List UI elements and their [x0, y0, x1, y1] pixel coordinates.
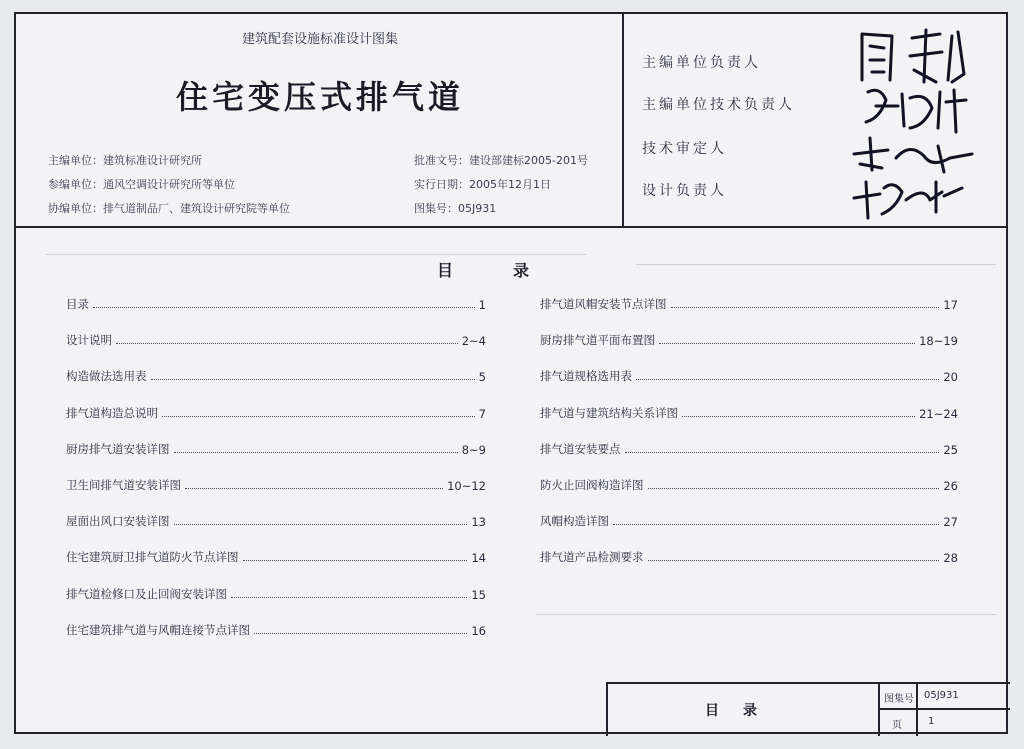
- toc-entry-page: 26: [943, 478, 958, 493]
- grid-divider: [880, 708, 1010, 710]
- toc-heading: 目录: [436, 261, 589, 280]
- toc-entry-title: 排气道安装要点: [540, 441, 621, 456]
- toc-entry-title: 排气道风帽安装节点详图: [540, 297, 667, 311]
- toc-entry: [540, 511, 958, 529]
- toc-entry-page: 25: [943, 442, 958, 457]
- meta-left-1: 主编单位：建筑标准设计研究所: [48, 154, 202, 167]
- toc-entry: [66, 475, 486, 493]
- toc-entry-page: 14: [471, 551, 486, 566]
- toc-entry-page: 27: [943, 515, 958, 530]
- toc-leader-dots: [671, 307, 940, 308]
- toc-entry: [66, 547, 486, 565]
- toc-entry-page: 20: [943, 370, 958, 385]
- signature-row-3-label: 技术审定人: [642, 141, 727, 157]
- toc-entry-page: 21~24: [919, 406, 958, 421]
- toc-entry-title: 屋面出风口安装详图: [66, 514, 170, 529]
- toc-leader-dots: [636, 379, 939, 380]
- handwritten-signatures: [840, 22, 1000, 222]
- toc-entry-title: 住宅建筑排气道与风帽连接节点详图: [66, 622, 250, 637]
- toc-entry-page: 18~19: [919, 334, 958, 349]
- toc-entry: [66, 620, 486, 638]
- toc-right-column: [540, 294, 958, 584]
- toc-leader-dots: [93, 307, 475, 308]
- drawing-sheet: [14, 12, 1008, 734]
- toc-entry: [540, 330, 958, 348]
- page-number: 1: [928, 716, 935, 727]
- toc-leader-dots: [231, 597, 467, 598]
- toc-leader-dots: [116, 343, 458, 344]
- toc-entry-title: 排气道产品检测要求: [540, 550, 644, 565]
- toc-leader-dots: [243, 560, 468, 561]
- toc-entry: [66, 511, 486, 529]
- toc-entry: [540, 547, 958, 565]
- toc-leader-dots: [174, 524, 468, 525]
- meta-right-2: 实行日期：2005年12月1日: [414, 178, 551, 191]
- toc-entry-page: 17: [943, 298, 958, 312]
- toc-leader-dots: [613, 524, 939, 525]
- toc-entry: [540, 439, 958, 457]
- toc-entry-title: 排气道检修口及止回阀安装详图: [66, 586, 227, 601]
- toc-entry-title: 排气道规格选用表: [540, 369, 632, 384]
- bleed-line: [536, 614, 996, 615]
- signature-row-4-label: 设计负责人: [642, 183, 727, 199]
- atlas-number: 05J931: [924, 690, 959, 701]
- toc-entry-page: 10~12: [447, 478, 486, 493]
- toc-leader-dots: [648, 488, 940, 489]
- toc-entry-title: 风帽构造详图: [540, 514, 609, 529]
- toc-entry-title: 住宅建筑厨卫排气道防火节点详图: [66, 550, 239, 565]
- meta-left-2: 参编单位：通风空调设计研究所等单位: [48, 178, 235, 191]
- signature-row-2-label: 主编单位技术负责人: [642, 97, 795, 113]
- toc-entry-title: 设计说明: [66, 333, 112, 348]
- toc-entry-title: 厨房排气道安装详图: [66, 441, 170, 456]
- toc-entry: [66, 584, 486, 602]
- title-block-name: 目录: [705, 703, 781, 719]
- toc-entry: [540, 294, 958, 312]
- atlas-label: 图集号: [884, 694, 914, 705]
- toc-leader-dots: [682, 416, 915, 417]
- title-block: [606, 682, 1010, 736]
- toc-entry: [66, 366, 486, 384]
- bleed-line: [46, 254, 586, 255]
- toc-entry: [66, 294, 486, 312]
- toc-entry-title: 构造做法选用表: [66, 369, 147, 384]
- signature-row-1-label: 主编单位负责人: [642, 55, 761, 71]
- meta-right-1: 批准文号：建设部建标2005-201号: [414, 154, 588, 167]
- toc-entry-title: 排气道与建筑结构关系详图: [540, 405, 678, 420]
- toc-entry: [540, 475, 958, 493]
- toc-leader-dots: [174, 452, 458, 453]
- toc-entry-page: 13: [471, 515, 486, 530]
- toc-leader-dots: [659, 343, 915, 344]
- toc-entry-title: 厨房排气道平面布置图: [540, 333, 655, 348]
- toc-entry: [66, 439, 486, 457]
- toc-leader-dots: [185, 488, 443, 489]
- document-title: 住宅变压式排气道: [175, 78, 464, 116]
- meta-right-3: 图集号：05J931: [414, 202, 497, 215]
- toc-entry-page: 7: [478, 406, 486, 421]
- toc-entry: [540, 403, 958, 421]
- grid-divider: [916, 684, 918, 736]
- toc-entry-page: 2~4: [461, 334, 486, 349]
- toc-leader-dots: [151, 379, 475, 380]
- toc-entry-title: 防火止回阀构造详图: [540, 477, 644, 492]
- toc-leader-dots: [162, 416, 475, 417]
- toc-entry-page: 1: [478, 298, 486, 312]
- toc-leader-dots: [648, 560, 940, 561]
- toc-entry: [66, 330, 486, 348]
- toc-leader-dots: [625, 452, 940, 453]
- toc-entry-page: 5: [478, 370, 486, 385]
- header-panel: [16, 14, 624, 228]
- toc-entry: [66, 403, 486, 421]
- toc-entry-title: 目录: [66, 297, 89, 311]
- toc-entry: [540, 366, 958, 384]
- toc-entry-title: 排气道构造总说明: [66, 405, 158, 420]
- page-label: 页: [892, 720, 902, 731]
- meta-left-3: 协编单位：排气道制品厂、建筑设计研究院等单位: [48, 202, 290, 215]
- toc-entry-page: 8~9: [461, 442, 486, 457]
- toc-entry-page: 28: [943, 551, 958, 566]
- toc-leader-dots: [254, 633, 467, 634]
- signature-panel: [624, 14, 1006, 228]
- title-block-grid: [878, 684, 1010, 736]
- toc-entry-page: 16: [471, 623, 486, 638]
- series-title: 建筑配套设施标准设计图集: [241, 32, 398, 47]
- toc-entry-title: 卫生间排气道安装详图: [66, 477, 181, 492]
- toc-left-column: [66, 294, 486, 656]
- toc-entry-page: 15: [471, 587, 486, 602]
